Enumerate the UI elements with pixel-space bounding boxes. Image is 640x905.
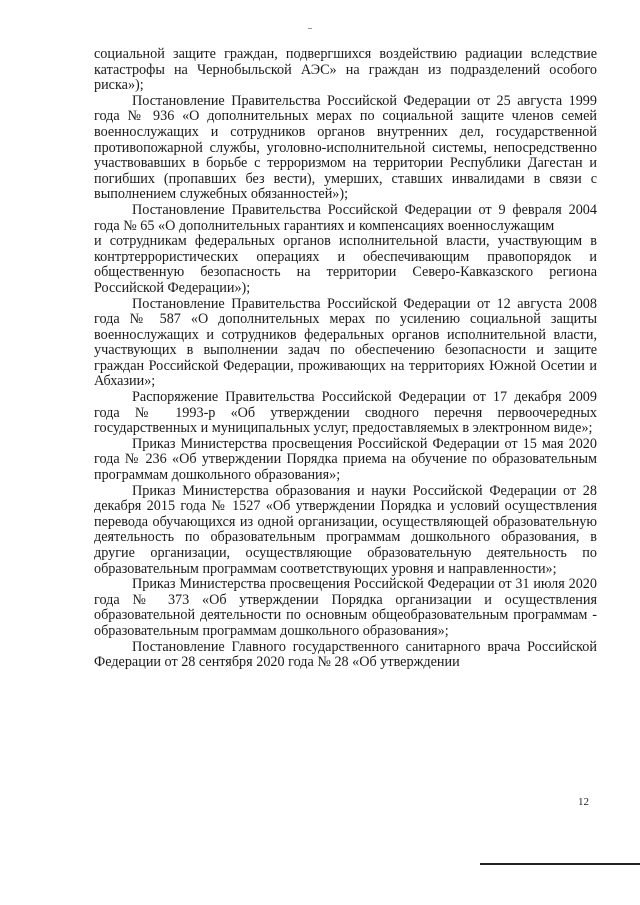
paragraph-decree-587: Постановление Правительства Российской Федерации от 12 августа 2008 года № 587 «О дополнительных мерах по усилению социальной защиты военнослужащих и сотрудников федеральных органов исполнительной власти, участвующих в выполнении задач по обеспечению безопасности и защите граждан Российской Федерации, проживающих на территориях Южной Осетии и Абхазии»; — [94, 295, 597, 390]
paragraph-order-1527: Приказ Министерства образования и науки Российской Федерации от 28 декабря 2015 года № 1527 «Об утверждении Порядка и условий осуществления перевода обучающихся из одной организации, осуществляющей образовательную деятельность по образовательным программам дошкольного образования, в другие организации, осуществляющие образовательную деятельность по образовательным программам соответствующих уровня и направленности»; — [94, 482, 597, 577]
paragraph-decree-65: Постановление Правительства Российской Федерации от 9 февраля 2004 года № 65 «О дополнительных гарантиях и компенсациях военнослужащим — [94, 201, 597, 234]
paragraph-decree-936: Постановление Правительства Российской Федерации от 25 августа 1999 года № 936 «О дополнительных мерах по социальной защите членов семей военнослужащих и сотрудников органов внутренних дел, государственной противопожарной службы, уголовно-исполнительной системы, непосредственно участвовавших в борьбе с терроризмом на территории Республики Дагестан и погибших (пропавших без вести), умерших, ставших инвалидами в связи с выполнением служебных обязанностей»); — [94, 92, 597, 203]
footer-rule — [480, 863, 640, 865]
page-number: 12 — [578, 796, 589, 808]
paragraph-order-1993r: Распоряжение Правительства Российской Федерации от 17 декабря 2009 года № 1993-р «Об утверждении сводного перечня первоочередных государственных и муниципальных услуг, предоставляемых в электронном виде»; — [94, 389, 597, 437]
paragraph-order-236: Приказ Министерства просвещения Российской Федерации от 15 мая 2020 года № 236 «Об утверждении Порядка приема на обучение по образовательным программам дошкольного образования»; — [94, 435, 597, 484]
paragraph-order-373: Приказ Министерства просвещения Российской Федерации от 31 июля 2020 года № 373 «Об утверждении Порядка организации и осуществления образовательной деятельности по основным общеобразовательным программам - образовательным программам дошкольного образования»; — [94, 576, 597, 639]
paragraph-chernobyl-continuation: социальной защите граждан, подвергшихся воздействию радиации вследствие катастрофы на Чернобыльской АЭС» на граждан из подразделений особого риска»); — [94, 46, 597, 94]
scan-mark — [308, 28, 312, 29]
paragraph-sanitary-decree-28: Постановление Главного государственного санитарного врача Российской Федерации от 28 сентября 2020 года № 28 «Об утверждении — [94, 638, 597, 671]
paragraph-decree-65-continuation: и сотрудникам федеральных органов исполнительной власти, участвующим в контртеррористических операциях и обеспечивающим правопорядок и общественную безопасность на территории Северо-Кавказского региона Российской Федерации»); — [94, 233, 597, 296]
document-body — [94, 47, 597, 671]
